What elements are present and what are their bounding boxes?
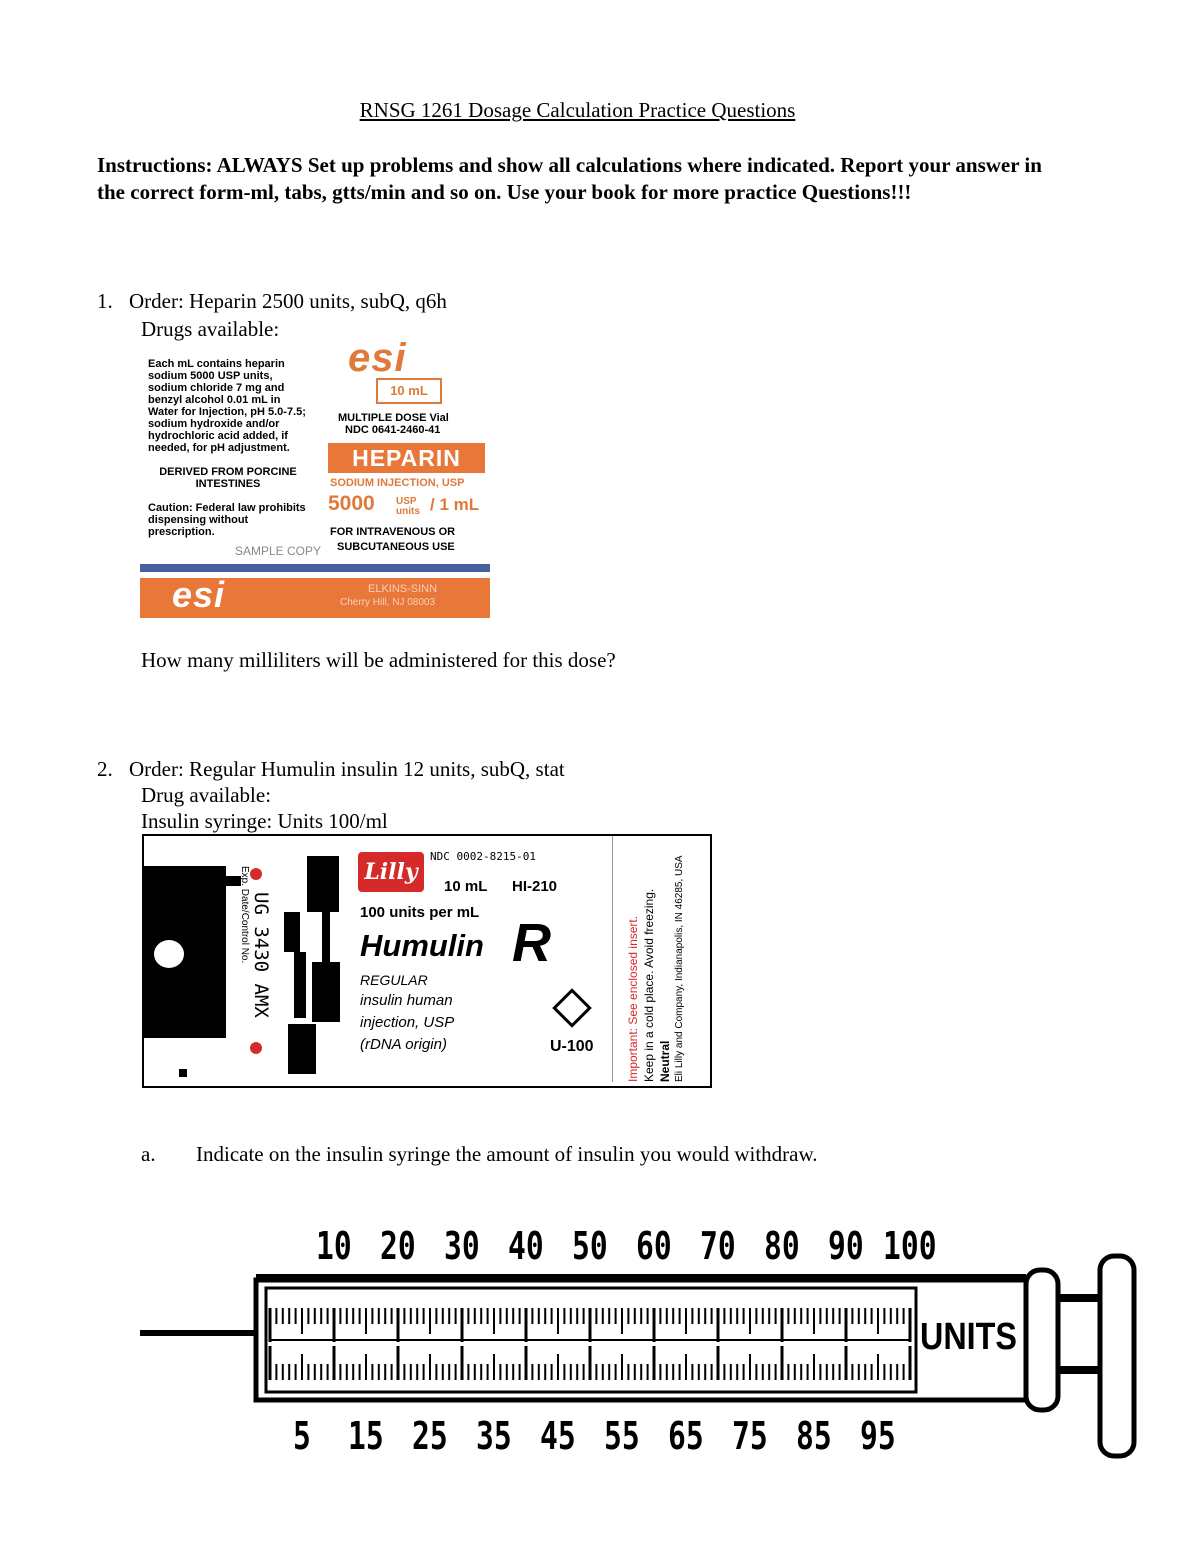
- syringe-number-top: 100: [883, 1224, 937, 1268]
- syringe-number-top: 70: [700, 1224, 736, 1268]
- heparin-per-ml: / 1 mL: [430, 495, 480, 514]
- heparin-caution: Caution: Federal law prohibits dispensing without prescription.: [148, 502, 306, 538]
- lot-number: UG 3430 AMX: [250, 892, 272, 1018]
- q2-number: 2.: [97, 757, 113, 781]
- red-dot-top: [250, 868, 262, 880]
- syringe-number-bottom: 55: [604, 1414, 640, 1458]
- humulin-desc-2: injection, USP: [360, 1014, 455, 1031]
- maker-name: ELKINS-SINN: [368, 583, 438, 595]
- syringe-number-bottom: 25: [412, 1414, 448, 1458]
- syringe-number-bottom: 85: [796, 1414, 832, 1458]
- heparin-derived: DERIVED FROM PORCINE INTESTINES: [159, 466, 297, 490]
- humulin-ndc: NDC 0002-8215-01: [430, 850, 536, 863]
- divider: [612, 836, 613, 1082]
- humulin-r: R: [512, 913, 551, 973]
- syringe-number-top: 90: [828, 1224, 864, 1268]
- bar-block: [307, 856, 339, 912]
- q2-drug-label: Drug available:: [141, 783, 272, 807]
- bar-block: [288, 1024, 316, 1074]
- syringe-number-top: 20: [380, 1224, 416, 1268]
- humulin-desc-3: (rDNA origin): [360, 1036, 447, 1053]
- q2-order: Order: Regular Humulin insulin 12 units, subQ, stat: [129, 757, 565, 781]
- diamond-icon: [552, 988, 592, 1028]
- syringe-number-bottom: 35: [476, 1414, 512, 1458]
- heparin-name: HEPARIN: [328, 443, 485, 473]
- heparin-strength: 5000: [328, 492, 375, 515]
- syringe-number-bottom: 45: [540, 1414, 576, 1458]
- bar-block: [294, 952, 306, 1018]
- bar-block: [284, 912, 300, 952]
- heparin-sodium: SODIUM INJECTION, USP: [330, 477, 465, 489]
- humulin-vial-label: [142, 834, 712, 1088]
- exp-date-text: Exp. Date/Control No.: [239, 866, 250, 964]
- syringe-number-bottom: 95: [860, 1414, 896, 1458]
- heparin-usp-units: USP units: [396, 496, 420, 517]
- q2a-text: Indicate on the insulin syringe the amount of insulin you would withdraw.: [196, 1142, 818, 1166]
- q1-number: 1.: [97, 289, 113, 313]
- heparin-route-2: SUBCUTANEOUS USE: [337, 541, 455, 553]
- storage-note: Keep in a cold place. Avoid freezing.: [642, 888, 656, 1082]
- syringe-number-top: 10: [316, 1224, 352, 1268]
- syringe-bottom-numbers: [140, 1410, 1140, 1470]
- syringe-number-bottom: 65: [668, 1414, 704, 1458]
- q1-drugs-label: Drugs available:: [141, 317, 280, 341]
- black-mark: [179, 1069, 187, 1077]
- orange-footer: [140, 574, 490, 618]
- humulin-name: Humulin: [360, 928, 484, 963]
- heparin-route-1: FOR INTRAVENOUS OR: [330, 526, 456, 538]
- page-title: RNSG 1261 Dosage Calculation Practice Questions: [359, 98, 796, 122]
- blue-stripe: [140, 564, 490, 572]
- red-dot-bottom: [250, 1042, 262, 1054]
- sample-copy: SAMPLE COPY: [235, 544, 322, 558]
- syringe-scale-ticks: [270, 1308, 910, 1380]
- syringe-number-bottom: 5: [293, 1414, 311, 1458]
- esi-logo: esi: [348, 336, 407, 380]
- syringe-number-top: 60: [636, 1224, 672, 1268]
- heparin-vial-label: [140, 336, 490, 620]
- esi-logo-footer: esi: [172, 574, 226, 615]
- syringe-number-top: 40: [508, 1224, 544, 1268]
- instructions: Instructions: ALWAYS Set up problems and show all calculations where indicated. Report your answer in the correct form-ml, tabs, gtts/min and so on. Use your book for more practice Questions!!!: [97, 153, 1042, 204]
- humulin-volume: 10 mL: [444, 878, 488, 895]
- humulin-regular: REGULAR: [360, 972, 428, 988]
- syringe-top-numbers: [140, 1220, 1140, 1280]
- company-note: Eli Lilly and Company, Indianapolis, IN 46285, USA: [674, 855, 685, 1082]
- bar-block: [322, 912, 330, 962]
- heparin-composition: Each mL contains heparin sodium 5000 USP units, sodium chloride 7 mg and benzyl alcohol 0.01 mL in Water for Injection, pH 5.0-7.5; sodium hydroxide and/or hydrochloric acid added, if needed, for pH adjustment.: [148, 358, 306, 454]
- humulin-concentration: 100 units per mL: [360, 904, 480, 921]
- q1-order: Order: Heparin 2500 units, subQ, q6h: [129, 289, 447, 313]
- units-label: UNITS: [920, 1316, 1017, 1358]
- black-panel: [144, 866, 226, 1038]
- q2-syringe-label: Insulin syringe: Units 100/ml: [141, 809, 388, 833]
- syringe-number-top: 80: [764, 1224, 800, 1268]
- heparin-vial-type: MULTIPLE DOSE Vial: [338, 412, 449, 424]
- q2a-letter: a.: [141, 1142, 156, 1166]
- heparin-ndc: NDC 0641-2460-41: [345, 424, 441, 436]
- q1-question: How many milliliters will be administered for this dose?: [141, 648, 616, 672]
- syringe-number-bottom: 15: [348, 1414, 384, 1458]
- bar-block: [312, 962, 340, 1022]
- syringe-number-bottom: 75: [732, 1414, 768, 1458]
- humulin-code: HI-210: [512, 878, 558, 895]
- lilly-logo: Lilly: [358, 852, 424, 892]
- heparin-volume: 10 mL: [376, 378, 442, 404]
- neutral-note: Neutral: [658, 1040, 672, 1082]
- syringe-number-top: 50: [572, 1224, 608, 1268]
- humulin-desc-1: insulin human: [360, 992, 453, 1009]
- u100-mark: U-100: [550, 1038, 594, 1055]
- insulin-syringe[interactable]: [140, 1220, 1140, 1480]
- white-spot: [154, 940, 184, 968]
- maker-city: Cherry Hill, NJ 08003: [340, 597, 436, 608]
- syringe-number-top: 30: [444, 1224, 480, 1268]
- important-note: Important: See enclosed insert.: [626, 915, 640, 1082]
